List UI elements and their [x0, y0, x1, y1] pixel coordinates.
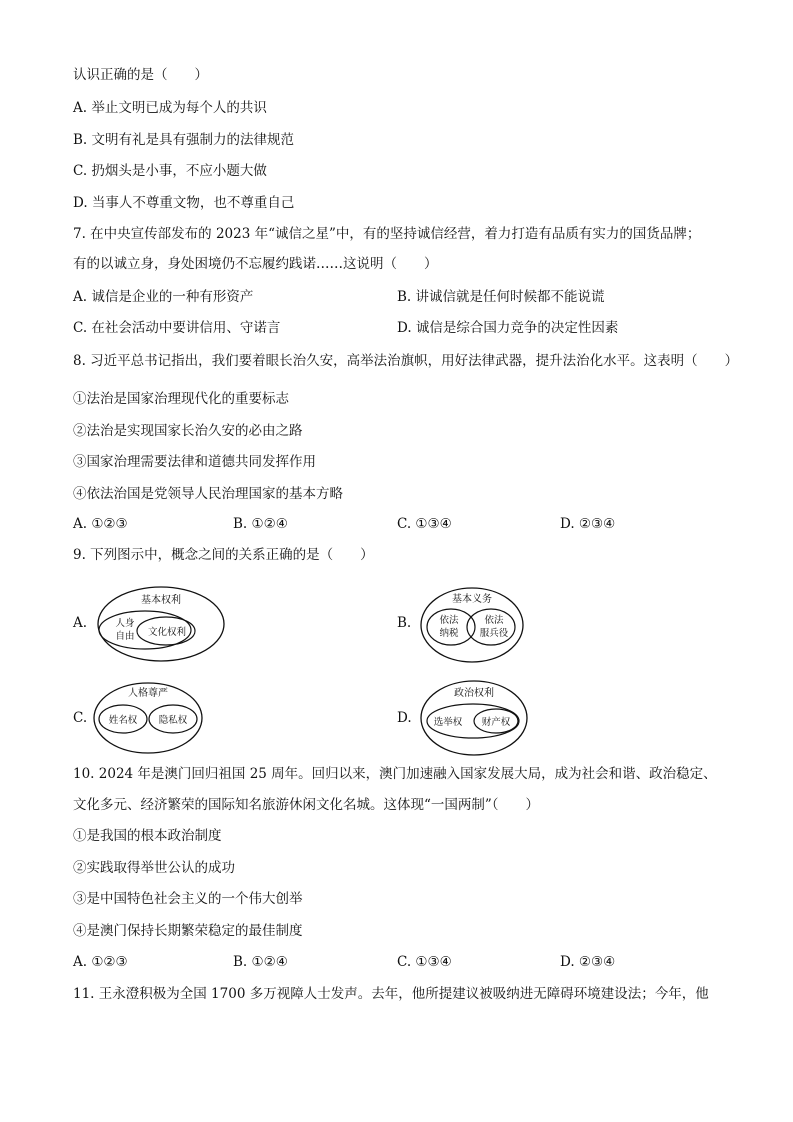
q9-diagram-d-letter: D.: [397, 710, 412, 726]
q6-option-a: A. 举止文明已成为每个人的共识: [73, 100, 267, 116]
q9-diagram-a-letter: A.: [73, 615, 88, 631]
q8-item-2: ②法治是实现国家长治久安的必由之路: [73, 423, 303, 439]
q8-option-c: C. ①③④: [397, 516, 452, 532]
q10-item-1: ①是我国的根本政治制度: [73, 828, 222, 844]
q9-diagram-b-inner2: 依法: [484, 615, 504, 626]
q8-stem: 8. 习近平总书记指出，我们要着眼长治久安，高举法治旗帜，用好法律武器，提升法治化水平。这表明（ ）: [73, 353, 739, 369]
q8-option-a: A. ①②③: [73, 516, 128, 532]
q6-option-b: B. 文明有礼是具有强制力的法律规范: [73, 132, 295, 148]
q7-option-c: C. 在社会活动中要讲信用、守诺言: [73, 320, 281, 336]
q9-diagram-c: [91, 680, 205, 756]
q9-diagram-b-outer: 基本义务: [452, 594, 492, 605]
q10-option-d: D. ②③④: [560, 954, 616, 970]
q9-diagram-d-inner2: 财产权: [481, 717, 511, 728]
q7-option-b: B. 讲诚信就是任何时候都不能说谎: [397, 289, 605, 305]
q9-diagram-a-inner1: 人身: [115, 618, 135, 629]
q8-item-1: ①法治是国家治理现代化的重要标志: [73, 391, 289, 407]
q7-stem-line2: 有的以诚立身，身处困境仍不忘履约践诺……这说明（ ）: [73, 256, 438, 272]
q8-option-d: D. ②③④: [560, 516, 616, 532]
q9-diagram-a-inner1b: 自由: [115, 631, 135, 642]
q9-diagram-a: [95, 584, 227, 664]
q10-option-c: C. ①③④: [397, 954, 452, 970]
q9-diagram-b-inner1: 依法: [439, 615, 459, 626]
q9-diagram-c-outer: 人格尊严: [128, 688, 168, 699]
q10-stem-line1: 10. 2024 年是澳门回归祖国 25 周年。回归以来，澳门加速融入国家发展大局，成为社会和谐、政治稳定、: [73, 766, 717, 782]
q9-diagram-c-inner1: 姓名权: [108, 715, 138, 726]
q10-option-a: A. ①②③: [73, 954, 128, 970]
q9-diagram-d-inner1: 选举权: [433, 717, 463, 728]
q9-diagram-b: [418, 585, 526, 665]
q9-diagram-c-inner2: 隐私权: [158, 715, 188, 726]
q10-item-4: ④是澳门保持长期繁荣稳定的最佳制度: [73, 923, 303, 939]
q8-option-b: B. ①②④: [233, 516, 288, 532]
q10-option-b: B. ①②④: [233, 954, 288, 970]
q6-option-c: C. 扔烟头是小事，不应小题大做: [73, 163, 267, 179]
q11-stem-line1: 11. 王永澄积极为全国 1700 多万视障人士发声。去年，他所提建议被吸纳进无障碍环境建设法；今年，他: [73, 986, 709, 1002]
q6-option-d: D. 当事人不尊重文物，也不尊重自己: [73, 195, 295, 211]
q10-stem-line2: 文化多元、经济繁荣的国际知名旅游休闲文化名城。这体现“一国两制”（ ）: [73, 797, 540, 813]
q8-item-4: ④依法治国是党领导人民治理国家的基本方略: [73, 486, 343, 502]
q9-diagram-d-outer: 政治权利: [454, 688, 494, 699]
q7-option-a: A. 诚信是企业的一种有形资产: [73, 289, 254, 305]
q6-stem-tail: 认识正确的是（ ）: [73, 67, 208, 83]
q9-diagram-b-inner2b: 服兵役: [479, 628, 509, 639]
q10-item-3: ③是中国特色社会主义的一个伟大创举: [73, 891, 303, 907]
q9-diagram-a-inner2: 文化权利: [147, 627, 187, 638]
q9-diagram-c-letter: C.: [73, 710, 88, 726]
q9-diagram-a-outer: 基本权利: [141, 595, 181, 606]
q9-diagram-d: [418, 678, 530, 758]
q9-stem: 9. 下列图示中，概念之间的关系正确的是（ ）: [73, 547, 374, 563]
q8-item-3: ③国家治理需要法律和道德共同发挥作用: [73, 454, 316, 470]
q9-diagram-b-letter: B.: [397, 615, 412, 631]
q7-option-d: D. 诚信是综合国力竞争的决定性因素: [397, 320, 619, 336]
q7-stem-line1: 7. 在中央宣传部发布的 2023 年“诚信之星”中，有的坚持诚信经营，着力打造有品质有实力的国货品牌；: [73, 226, 701, 242]
q10-item-2: ②实践取得举世公认的成功: [73, 860, 235, 876]
q9-diagram-b-inner1b: 纳税: [439, 628, 459, 639]
